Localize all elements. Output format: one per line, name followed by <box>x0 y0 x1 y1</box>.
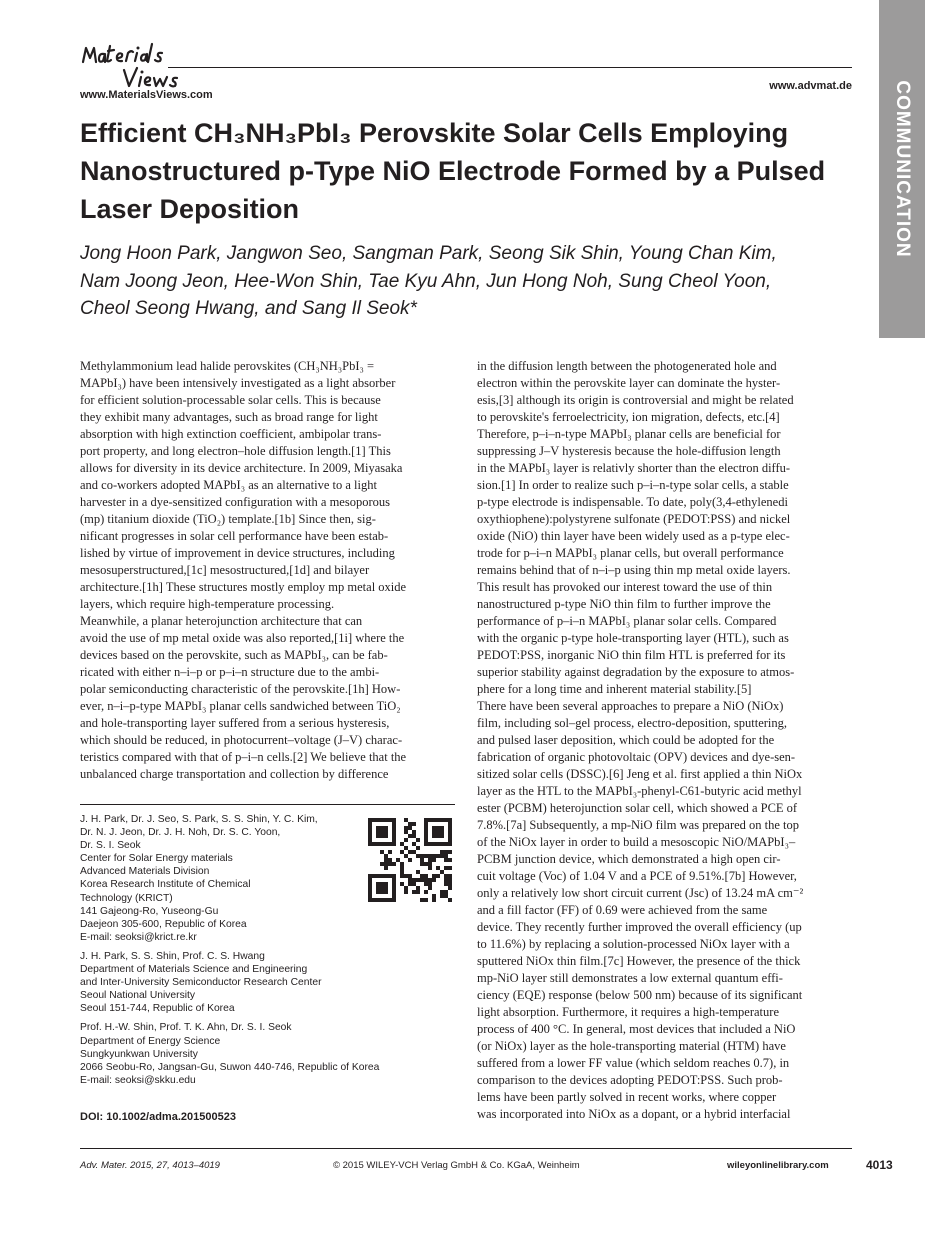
affiliation-line: Daejeon 305-600, Republic of Korea <box>80 918 247 930</box>
affiliation-line: Department of Energy Science <box>80 1035 221 1047</box>
body-text-line: This result has provoked our interest toward the use of thin <box>477 580 773 594</box>
body-text-line: esis,[3] although its origin is controversial and might be related <box>477 393 794 407</box>
body-text-line: and hole-transporting layer suffered from a serious hysteresis, <box>80 716 390 730</box>
right-column-text <box>477 358 852 1123</box>
body-text-line: devices based on the perovskite, such as MAPbI₃, can be fab- <box>80 648 388 662</box>
affiliation-line: Sungkyunkwan University <box>80 1048 198 1060</box>
affiliation-line: and Inter-University Semiconductor Research Center <box>80 977 322 989</box>
body-text-line: and a fill factor (FF) of 0.69 were achieved from the same <box>477 903 768 917</box>
affiliation-line: Department of Materials Science and Engineering <box>80 964 308 976</box>
header-rule <box>168 67 852 68</box>
body-text-line: suffered from a lower FF value (which seldom reaches 0.7), in <box>477 1056 790 1070</box>
body-text-line: ricated with either n–i–p or p–i–n structure due to the ambi- <box>80 665 380 679</box>
body-text-line: oxythiophene):polystyrene sulfonate (PEDOT:PSS) and nickel <box>477 512 791 526</box>
affiliation-line: 2066 Seobu-Ro, Jangsan-Gu, Suwon 440-746, Republic of Korea <box>80 1061 380 1073</box>
affiliation-line: Seoul 151-744, Republic of Korea <box>80 1003 235 1015</box>
body-text-line: port property, and long electron–hole diffusion length.[1] This <box>80 444 391 458</box>
body-text-line: allows for diversity in its device architecture. In 2009, Miyasaka <box>80 461 403 475</box>
body-text-line: suppressing J–V hysteresis because the hole-diffusion length <box>477 444 781 458</box>
body-text-line: (or NiOx) layer as the hole-transporting material (HTM) have <box>477 1039 786 1053</box>
affiliation-group <box>80 1021 380 1086</box>
body-text-line: film, including sol–gel process, electro-deposition, sputtering, <box>477 716 788 730</box>
body-text-line: architecture.[1h] These structures mostly employ mp metal oxide <box>80 580 407 594</box>
body-text-line: harvester in a dye-sensitized configuration with a mesoporous <box>80 495 390 509</box>
body-text-line: light absorption. Furthermore, it requires a high-temperature <box>477 1005 779 1019</box>
left-column-text <box>80 358 455 783</box>
advmat-url[interactable]: www.advmat.de <box>769 80 852 92</box>
body-text-line: in the MAPbI₃ layer is relativly shorter than the electron diffu- <box>477 461 791 475</box>
body-text-line: Methylammonium lead halide perovskites (CH₃NH₃PbI₃ = <box>80 359 375 373</box>
body-text-line: There have been several approaches to prepare a NiO (NiOx) <box>477 699 784 713</box>
body-text-line: layers, which require high-temperature processing. <box>80 597 335 611</box>
qr-code[interactable] <box>368 818 452 902</box>
materials-views-logo <box>80 40 185 90</box>
body-text-line: device. They recently further improved the overall efficiency (up <box>477 920 802 934</box>
title-line: Nanostructured p-Type NiO Electrode Formed by a Pulsed <box>80 156 826 186</box>
body-text-line: sitized solar cells (DSSC).[6] Jeng et al. first applied a thin NiOx <box>477 767 803 781</box>
body-text-line: and co-workers adopted MAPbI₃ as an alternative to a light <box>80 478 377 492</box>
affiliation-group <box>80 950 380 1015</box>
body-text-line: PCBM junction device, which demonstrated a high open cir- <box>477 852 781 866</box>
body-text-line: Meanwhile, a planar heterojunction architecture that can <box>80 614 363 628</box>
body-text-line: for efficient solution-processable solar cells. This is because <box>80 393 381 407</box>
affiliation-line: Technology (KRICT) <box>80 892 173 904</box>
affiliation-divider <box>80 804 455 805</box>
body-text-line: ester (PCBM) heterojunction solar cell, which showed a PCE of <box>477 801 798 815</box>
body-text-line: comparison to the devices adopting PEDOT:PSS. Such prob- <box>477 1073 783 1087</box>
affiliation-line: Advanced Materials Division <box>80 866 210 878</box>
copyright: © 2015 WILEY-VCH Verlag GmbH & Co. KGaA, Weinheim <box>333 1160 580 1171</box>
section-tab <box>879 0 925 338</box>
author-line: Nam Joong Jeon, Hee-Won Shin, Tae Kyu Ahn, Jun Hong Noh, Sung Cheol Yoon, <box>80 270 772 292</box>
affiliation-line: Dr. N. J. Jeon, Dr. J. H. Noh, Dr. S. C. Yoon, <box>80 827 281 839</box>
body-text-line: Therefore, p–i–n-type MAPbI₃ planar cells are beneficial for <box>477 427 781 441</box>
body-text-line: oxide (NiO) thin layer have been widely used as a p-type elec- <box>477 529 790 543</box>
body-text-line: to perovskite's ferroelectricity, ion migration, defects, etc.[4] <box>477 410 780 424</box>
body-text-line: they exhibit many advantages, such as broad range for light <box>80 410 378 424</box>
body-text-line: superior stability against degradation by the exposure to atmos- <box>477 665 795 679</box>
body-text-line: phere for a long time and inherent material stability.[5] <box>477 682 752 696</box>
body-text-line: performance of p–i–n MAPbI₃ planar solar cells. Compared <box>477 614 777 628</box>
affiliation-line: J. H. Park, Dr. J. Seo, S. Park, S. S. Shin, Y. C. Kim, <box>80 814 318 825</box>
body-text-line: nanostructured p-type NiO thin film to further improve the <box>477 597 771 611</box>
body-text-line: mesosuperstructured,[1c] mesostructured,[1d] and bilayer <box>80 563 370 577</box>
body-text-line: PEDOT:PSS, inorganic NiO thin film HTL is preferred for its <box>477 648 786 662</box>
journal-reference: Adv. Mater. 2015, 27, 4013–4019 <box>80 1160 220 1171</box>
body-text-line: nificant progresses in solar cell performance have been estab- <box>80 529 389 543</box>
body-text-line: mp-NiO layer still demonstrates a low external quantum effi- <box>477 971 783 985</box>
affiliation-line: 141 Gajeong-Ro, Yuseong-Gu <box>80 905 219 917</box>
affiliation-line: Korea Research Institute of Chemical <box>80 879 251 891</box>
affiliation-line: Prof. H.-W. Shin, Prof. T. K. Ahn, Dr. S. I. Seok <box>80 1022 292 1034</box>
body-text-line: polar semiconducting characteristic of the perovskite.[1h] How- <box>80 682 401 696</box>
body-text-line: teristics compared with that of p–i–n cells.[2] We believe that the <box>80 750 407 764</box>
body-text-line: cuit voltage (Voc) of 1.04 V and a PCE of 9.51%.[7b] However, <box>477 869 797 883</box>
section-tab-label: COMMUNICATION <box>892 80 913 258</box>
doi[interactable]: DOI: 10.1002/adma.201500523 <box>80 1111 236 1123</box>
affiliation-line: Seoul National University <box>80 990 196 1002</box>
affiliation-line: E-mail: seoksi@skku.edu <box>80 1074 196 1086</box>
body-text-line: ciency (EQE) response (below 500 nm) because of its significant <box>477 988 803 1002</box>
body-text-line: (mp) titanium dioxide (TiO₂) template.[1b] Since then, sig- <box>80 512 376 526</box>
body-text-line: to 11.6%) by replacing a solution-processed NiOx layer with a <box>477 937 790 951</box>
body-text-line: 7.8%.[7a] Subsequently, a mp-NiO film was prepared on the top <box>477 818 800 832</box>
body-text-line: lems have been partly solved in recent works, where copper <box>477 1090 777 1104</box>
article-title <box>80 114 860 228</box>
body-text-line: with the organic p-type hole-transporting layer (HTL), such as <box>477 631 789 645</box>
body-text-line: sputtered NiOx thin film.[7c] However, the presence of the thick <box>477 954 801 968</box>
affiliation-line: Dr. S. I. Seok <box>80 840 141 852</box>
author-line: Cheol Seong Hwang, and Sang Il Seok* <box>80 298 417 319</box>
body-text-line: remains behind that of n–i–p using thin mp metal oxide layers. <box>477 563 791 577</box>
body-text-line: trode for p–i–n MAPbI₃ planar cells, but overall performance <box>477 546 784 560</box>
body-text-line: absorption with high extinction coefficient, ambipolar trans- <box>80 427 382 441</box>
body-text-line: process of 400 °C. In general, most devices that included a NiO <box>477 1022 796 1036</box>
affiliation-line: J. H. Park, S. S. Shin, Prof. C. S. Hwang <box>80 950 265 962</box>
affiliation-group <box>80 813 380 944</box>
body-text-line: unbalanced charge transportation and collection by difference <box>80 767 389 781</box>
body-text-line: which should be reduced, in photocurrent–voltage (J–V) charac- <box>80 733 403 747</box>
body-text-line: and pulsed laser deposition, which could be adopted for the <box>477 733 775 747</box>
author-line: Jong Hoon Park, Jangwon Seo, Sangman Park, Seong Sik Shin, Young Chan Kim, <box>80 243 777 264</box>
body-text-line: lished by virtue of improvement in device structures, including <box>80 546 395 560</box>
affiliation-line: E-mail: seoksi@krict.re.kr <box>80 931 197 943</box>
body-text-line: MAPbI₃) have been intensively investigated as a light absorber <box>80 376 396 390</box>
body-text-line: electron within the perovskite layer can dominate the hyster- <box>477 376 781 390</box>
body-text-line: only a relatively low short circuit current (Jsc) of 13.24 mA cm⁻² <box>477 886 804 900</box>
qr-code-graphic <box>368 818 452 902</box>
footer-rule <box>80 1148 852 1149</box>
body-text-line: layer as the HTL to the MAPbI₃-phenyl-C61-butyric acid methyl <box>477 784 802 798</box>
body-text-line: ever, n–i–p-type MAPbI₃ planar cells sandwiched between TiO₂ <box>80 699 401 713</box>
title-line: Laser Deposition <box>80 194 300 224</box>
body-text-line: was incorporated into NiOx as a dopant, or a hybrid interfacial <box>477 1107 791 1121</box>
body-text-line: sion.[1] In order to realize such p–i–n-type solar cells, a stable <box>477 478 789 492</box>
title-line: Efficient CH₃NH₃PbI₃ Perovskite Solar Cells Employing <box>80 118 789 148</box>
affiliations <box>80 813 380 1093</box>
body-text-line: p-type electrode is indispensable. To date, poly(3,4-ethylenedi <box>477 495 788 509</box>
page-number: 4013 <box>866 1158 893 1172</box>
affiliation-line: Center for Solar Energy materials <box>80 853 233 865</box>
body-text-line: avoid the use of mp metal oxide was also reported,[1i] where the <box>80 631 405 645</box>
author-list <box>80 240 860 323</box>
wiley-url[interactable]: wileyonlinelibrary.com <box>727 1160 829 1171</box>
body-text-line: of the NiOx layer in order to build a mesoscopic NiO/MAPbI₃– <box>477 835 796 849</box>
materialsviews-url[interactable]: www.MaterialsViews.com <box>80 89 213 101</box>
body-text-line: fabrication of organic photovoltaic (OPV) devices and dye-sen- <box>477 750 796 764</box>
body-text-line: in the diffusion length between the photogenerated hole and <box>477 359 777 373</box>
